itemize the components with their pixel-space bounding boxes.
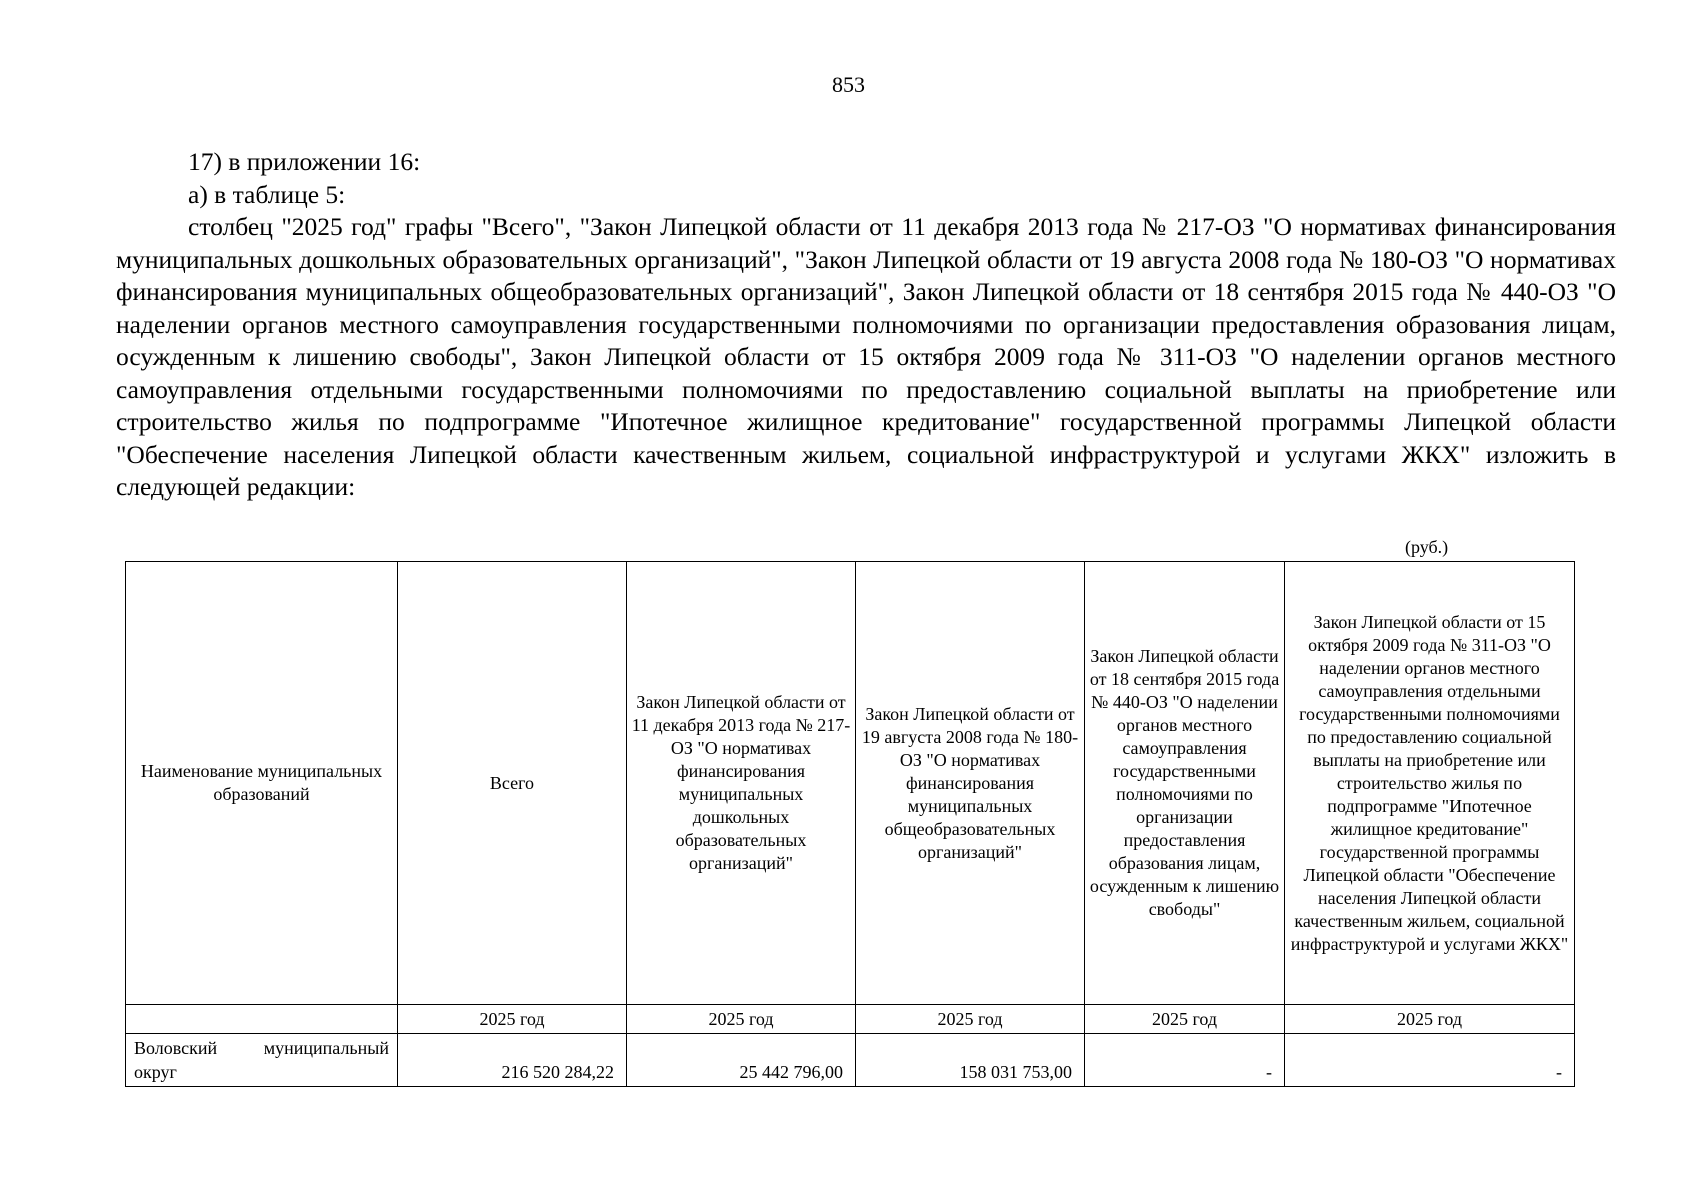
- value-law-311: -: [1285, 1034, 1575, 1087]
- header-law-440: Закон Липецкой области от 18 сентября 2015 года № 440-ОЗ "О наделении органов местного самоуправления государственными полномочиями по организации предоставления образования лицам, осужденным к лишению свободы": [1085, 562, 1285, 1005]
- value-law-440: -: [1085, 1034, 1285, 1087]
- year-cell-law-311: 2025 год: [1285, 1005, 1575, 1034]
- subitem-heading: а) в таблице 5:: [188, 179, 346, 209]
- table-year-row: [126, 1005, 1575, 1034]
- year-cell-law-217: 2025 год: [627, 1005, 856, 1034]
- amendment-paragraph: столбец "2025 год" графы "Всего", "Закон Липецкой области от 11 декабря 2013 года № 217-ОЗ "О нормативах финансирования муниципальных дошкольных образовательных организаций", "Закон Липецкой области от 19 августа 2008 года № 180-ОЗ "О нормативах финансирования муниципальных общеобразовательных организаций", Закон Липецкой области от 18 сентября 2015 года № 440-ОЗ "О наделении органов местного самоуправления государственными полномочиями по организации предоставления образования лицам, осужденным к лишению свободы", Закон Липецкой области от 15 октября 2009 года № 311-ОЗ "О наделении органов местного самоуправления отдельными государственными полномочиями по предоставлению социальной выплаты на приобретение или строительство жилья по подпрограмме "Ипотечное жилищное кредитование" государственной программы Липецкой области "Обеспечение населения Липецкой области качественным жильем, социальной инфраструктурой и услугами ЖКХ" изложить в следующей редакции:: [116, 212, 1616, 501]
- header-law-311: Закон Липецкой области от 15 октября 2009 года № 311-ОЗ "О наделении органов местного самоуправления отдельными государственными полномочиями по предоставлению социальной выплаты на приобретение или строительство жилья по подпрограмме "Ипотечное жилищное кредитование" государственной программы Липецкой области "Обеспечение населения Липецкой области качественным жильем, социальной инфраструктурой и услугами ЖКХ": [1285, 562, 1575, 1005]
- year-cell-total: 2025 год: [398, 1005, 627, 1034]
- funding-table: [125, 561, 1575, 1087]
- value-law-180: 158 031 753,00: [856, 1034, 1085, 1087]
- value-law-217: 25 442 796,00: [627, 1034, 856, 1087]
- municipality-name: Воловский муниципальный округ: [126, 1034, 398, 1087]
- year-cell-law-440: 2025 год: [1085, 1005, 1285, 1034]
- table-header-row: [126, 562, 1575, 1005]
- header-total: Всего: [398, 562, 627, 1005]
- page-number: 853: [832, 72, 865, 97]
- item-heading: 17) в приложении 16:: [188, 147, 421, 176]
- year-cell-law-180: 2025 год: [856, 1005, 1085, 1034]
- unit-label: (руб.): [1405, 537, 1449, 557]
- header-municipality: Наименование муниципальных образований: [126, 562, 398, 1005]
- year-cell-empty: [126, 1005, 398, 1034]
- header-law-180: Закон Липецкой области от 19 августа 2008 года № 180-ОЗ "О нормативах финансирования муниципальных общеобразовательных организаций": [856, 562, 1085, 1005]
- header-law-217: Закон Липецкой области от 11 декабря 2013 года № 217-ОЗ "О нормативах финансирования муниципальных дошкольных образовательных организаций": [627, 562, 856, 1005]
- value-total: 216 520 284,22: [398, 1034, 627, 1087]
- table-row: [126, 1034, 1575, 1087]
- intro-text: [116, 146, 1616, 504]
